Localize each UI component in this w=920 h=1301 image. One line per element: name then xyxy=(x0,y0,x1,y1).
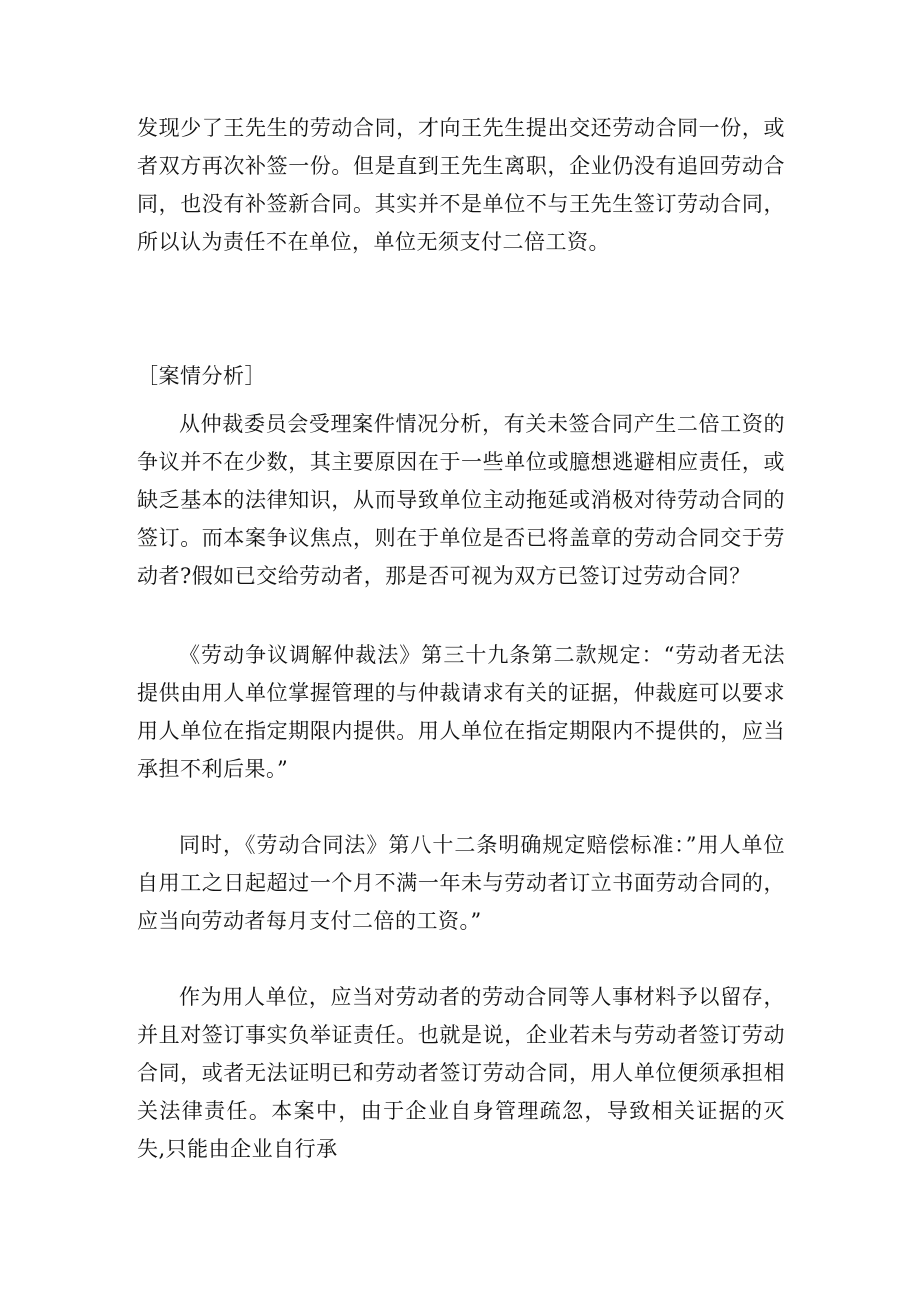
section-heading: ［案情分析］ xyxy=(137,364,266,388)
intro-paragraph: 发现少了王先生的劳动合同，才向王先生提出交还劳动合同一份，或者双方再次补签一份。但是直到王先生离职，企业仍没有追回劳动合同，也没有补签新合同。其实并不是单位不与王先生签订劳动合同，所以认为责任不在单位，单位无须支付二倍工资。 xyxy=(137,116,785,254)
law-paragraph-2: 同时，《劳动合同法》第八十二条明确规定赔偿标准：”用人单位自用工之日起超过一个月不满一年未与劳动者订立书面劳动合同的，应当向劳动者每月支付二倍的工资。” xyxy=(137,833,785,933)
conclusion-paragraph: 作为用人单位，应当对劳动者的劳动合同等人事材料予以留存，并且对签订事实负举证责任。也就是说，企业若未与劳动者签订劳动合同，或者无法证明已和劳动者签订劳动合同，用人单位便须承担相关法律责任。本案中，由于企业自身管理疏忽，导致相关证据的灭失,只能由企业自行承 xyxy=(137,985,785,1161)
law-paragraph-1: 《劳动争议调解仲裁法》第三十九条第二款规定：“劳动者无法提供由用人单位掌握管理的与仲裁请求有关的证据，仲裁庭可以要求用人单位在指定期限内提供。用人单位在指定期限内不提供的，应当承担不利后果。” xyxy=(137,643,785,781)
analysis-paragraph: 从仲裁委员会受理案件情况分析，有关未签合同产生二倍工资的争议并不在少数，其主要原因在于一些单位或臆想逃避相应责任，或缺乏基本的法律知识，从而导致单位主动拖延或消极对待劳动合同的签订。而本案争议焦点，则在于单位是否已将盖章的劳动合同交于劳动者?假如已交给劳动者，那是否可视为双方已签订过劳动合同？ xyxy=(137,412,785,588)
